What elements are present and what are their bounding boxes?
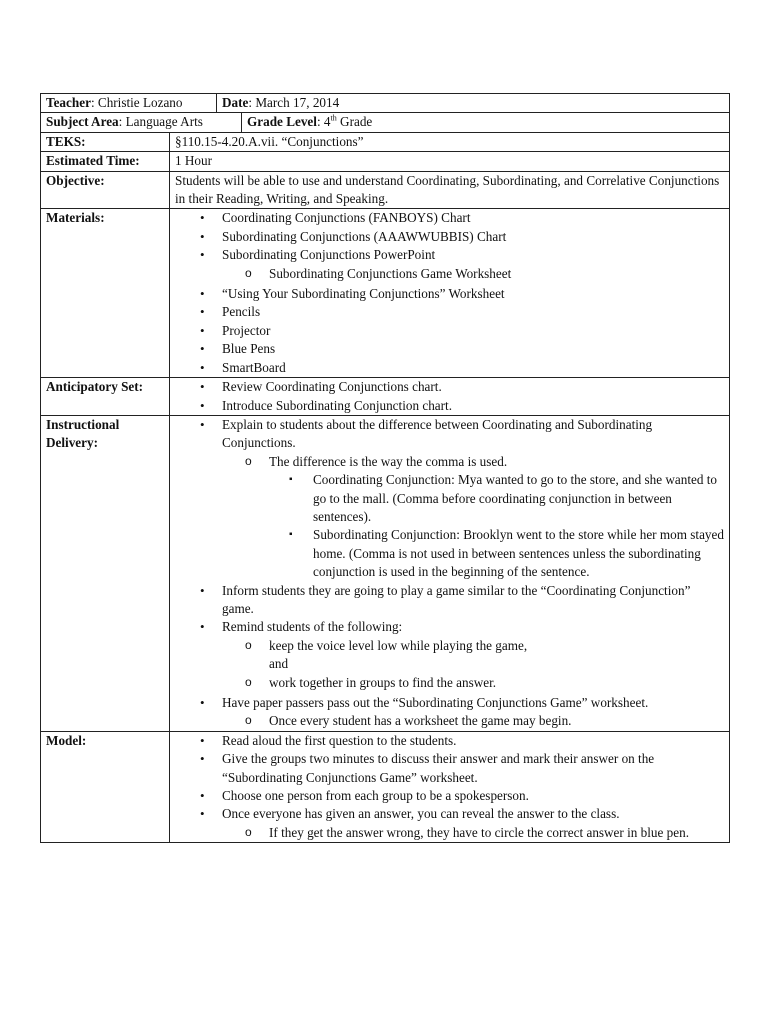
list-item: • Projector <box>175 322 724 340</box>
materials-row <box>41 209 730 378</box>
list-item: • Review Coordinating Conjunctions chart. <box>175 378 724 396</box>
instructional-row <box>41 415 730 731</box>
anticipatory-row <box>41 378 730 416</box>
list-item: • Give the groups two minutes to discuss their answer and mark their answer on the “Subordinating Conjunctions Game” worksheet. <box>175 750 724 787</box>
list-item-text: Remind students of the following: <box>222 619 403 635</box>
materials-label: Materials: <box>41 209 170 378</box>
sub-list <box>175 712 724 730</box>
objective-row <box>41 171 730 209</box>
list-item: • Read aloud the first question to the students. <box>175 732 724 750</box>
list-item <box>175 805 724 842</box>
anticipatory-label: Anticipatory Set: <box>41 378 170 416</box>
list-item-text: Once everyone has given an answer, you can reveal the answer to the class. <box>222 806 620 822</box>
sub-list-item-and: and <box>269 656 289 672</box>
grade-label: Grade Level <box>247 114 317 130</box>
list-item: • SmartBoard <box>175 359 724 377</box>
subject-value: : Language Arts <box>118 114 203 130</box>
list-item <box>175 694 724 731</box>
anticipatory-list <box>175 378 724 415</box>
teacher-cell <box>41 94 216 112</box>
list-item <box>175 618 724 692</box>
date-value: : March 17, 2014 <box>248 95 340 110</box>
list-item-text: Subordinating Conjunctions PowerPoint <box>222 247 436 263</box>
sub-list-item-text: keep the voice level low while playing the game, <box>269 637 528 653</box>
time-value: 1 Hour <box>170 152 730 171</box>
sub-sub-list <box>269 471 724 581</box>
list-item: • “Using Your Subordinating Conjunctions” Worksheet <box>175 285 724 303</box>
time-label: Estimated Time: <box>41 152 170 171</box>
sub-list-item: o Once every student has a worksheet the game may begin. <box>219 712 724 730</box>
teks-row <box>41 132 730 151</box>
list-item <box>175 416 724 582</box>
lesson-plan-table <box>40 93 730 843</box>
date-label: Date <box>222 95 249 110</box>
sub-list <box>175 637 724 692</box>
sub-list-item: o Subordinating Conjunctions Game Worksheet <box>219 265 724 283</box>
model-cell <box>170 731 730 842</box>
teacher-label: Teacher <box>46 95 91 110</box>
sub-list <box>175 265 724 283</box>
teacher-date-row <box>41 94 730 113</box>
list-item: • Inform students they are going to play a game similar to the “Coordinating Conjunction” game. <box>175 582 724 619</box>
grade-num: : 4 <box>316 114 331 130</box>
list-item: • Subordinating Conjunctions (AAAWWUBBIS) Chart <box>175 228 724 246</box>
list-item <box>175 246 724 283</box>
instructional-list <box>175 416 724 731</box>
sub-list-item: o work together in groups to find the answer. <box>219 674 724 692</box>
sub-list-item <box>219 453 724 582</box>
list-item: • Introduce Subordinating Conjunction chart. <box>175 397 724 415</box>
model-list <box>175 732 724 842</box>
materials-cell <box>170 209 730 378</box>
sub-list-item: o If they get the answer wrong, they have to circle the correct answer in blue pen. <box>219 824 724 842</box>
model-row <box>41 731 730 842</box>
sub-list-item <box>219 637 724 674</box>
sub-sub-list-item: ▪ Subordinating Conjunction: Brooklyn went to the store while her mom stayed home. (Comma is not used in between sentences unless the subordinating conjunction is used in the beginning of the sentence. <box>269 526 724 581</box>
materials-list <box>175 209 724 377</box>
sub-list-item-text: The difference is the way the comma is used. <box>269 453 508 469</box>
teks-label: TEKS: <box>41 132 170 151</box>
list-item-text: Have paper passers pass out the “Subordinating Conjunctions Game” worksheet. <box>222 695 649 710</box>
teks-value: §110.15-4.20.A.vii. “Conjunctions” <box>170 132 730 151</box>
list-item: • Pencils <box>175 303 724 321</box>
objective-label: Objective: <box>41 171 170 209</box>
anticipatory-cell <box>170 378 730 416</box>
grade-sup: th <box>330 114 337 124</box>
grade-rest: Grade <box>336 114 373 130</box>
sub-sub-list-item: ▪ Coordinating Conjunction: Mya wanted to go to the store, and she wanted to go to the mall. (Comma before coordinating conjunction in between sentences). <box>269 471 724 526</box>
grade-cell <box>241 113 377 131</box>
list-item-text: Explain to students about the difference between Coordinating and Subordinating Conjunctions. <box>222 416 653 451</box>
sub-list <box>175 453 724 582</box>
date-cell <box>216 94 344 112</box>
model-label: Model: <box>41 731 170 842</box>
subject-grade-row <box>41 113 730 132</box>
time-row <box>41 152 730 171</box>
instructional-cell <box>170 415 730 731</box>
sub-list <box>175 824 724 842</box>
subject-cell <box>41 113 241 131</box>
objective-value: Students will be able to use and understand Coordinating, Subordinating, and Correlative Conjunctions in their Reading, Writing, and Speaking. <box>170 171 730 209</box>
teacher-value: : Christie Lozano <box>90 95 183 110</box>
list-item: • Choose one person from each group to be a spokesperson. <box>175 787 724 805</box>
list-item: • Blue Pens <box>175 340 724 358</box>
subject-label: Subject Area <box>46 114 119 130</box>
instructional-label: Instructional Delivery: <box>41 415 170 731</box>
list-item: • Coordinating Conjunctions (FANBOYS) Chart <box>175 209 724 227</box>
